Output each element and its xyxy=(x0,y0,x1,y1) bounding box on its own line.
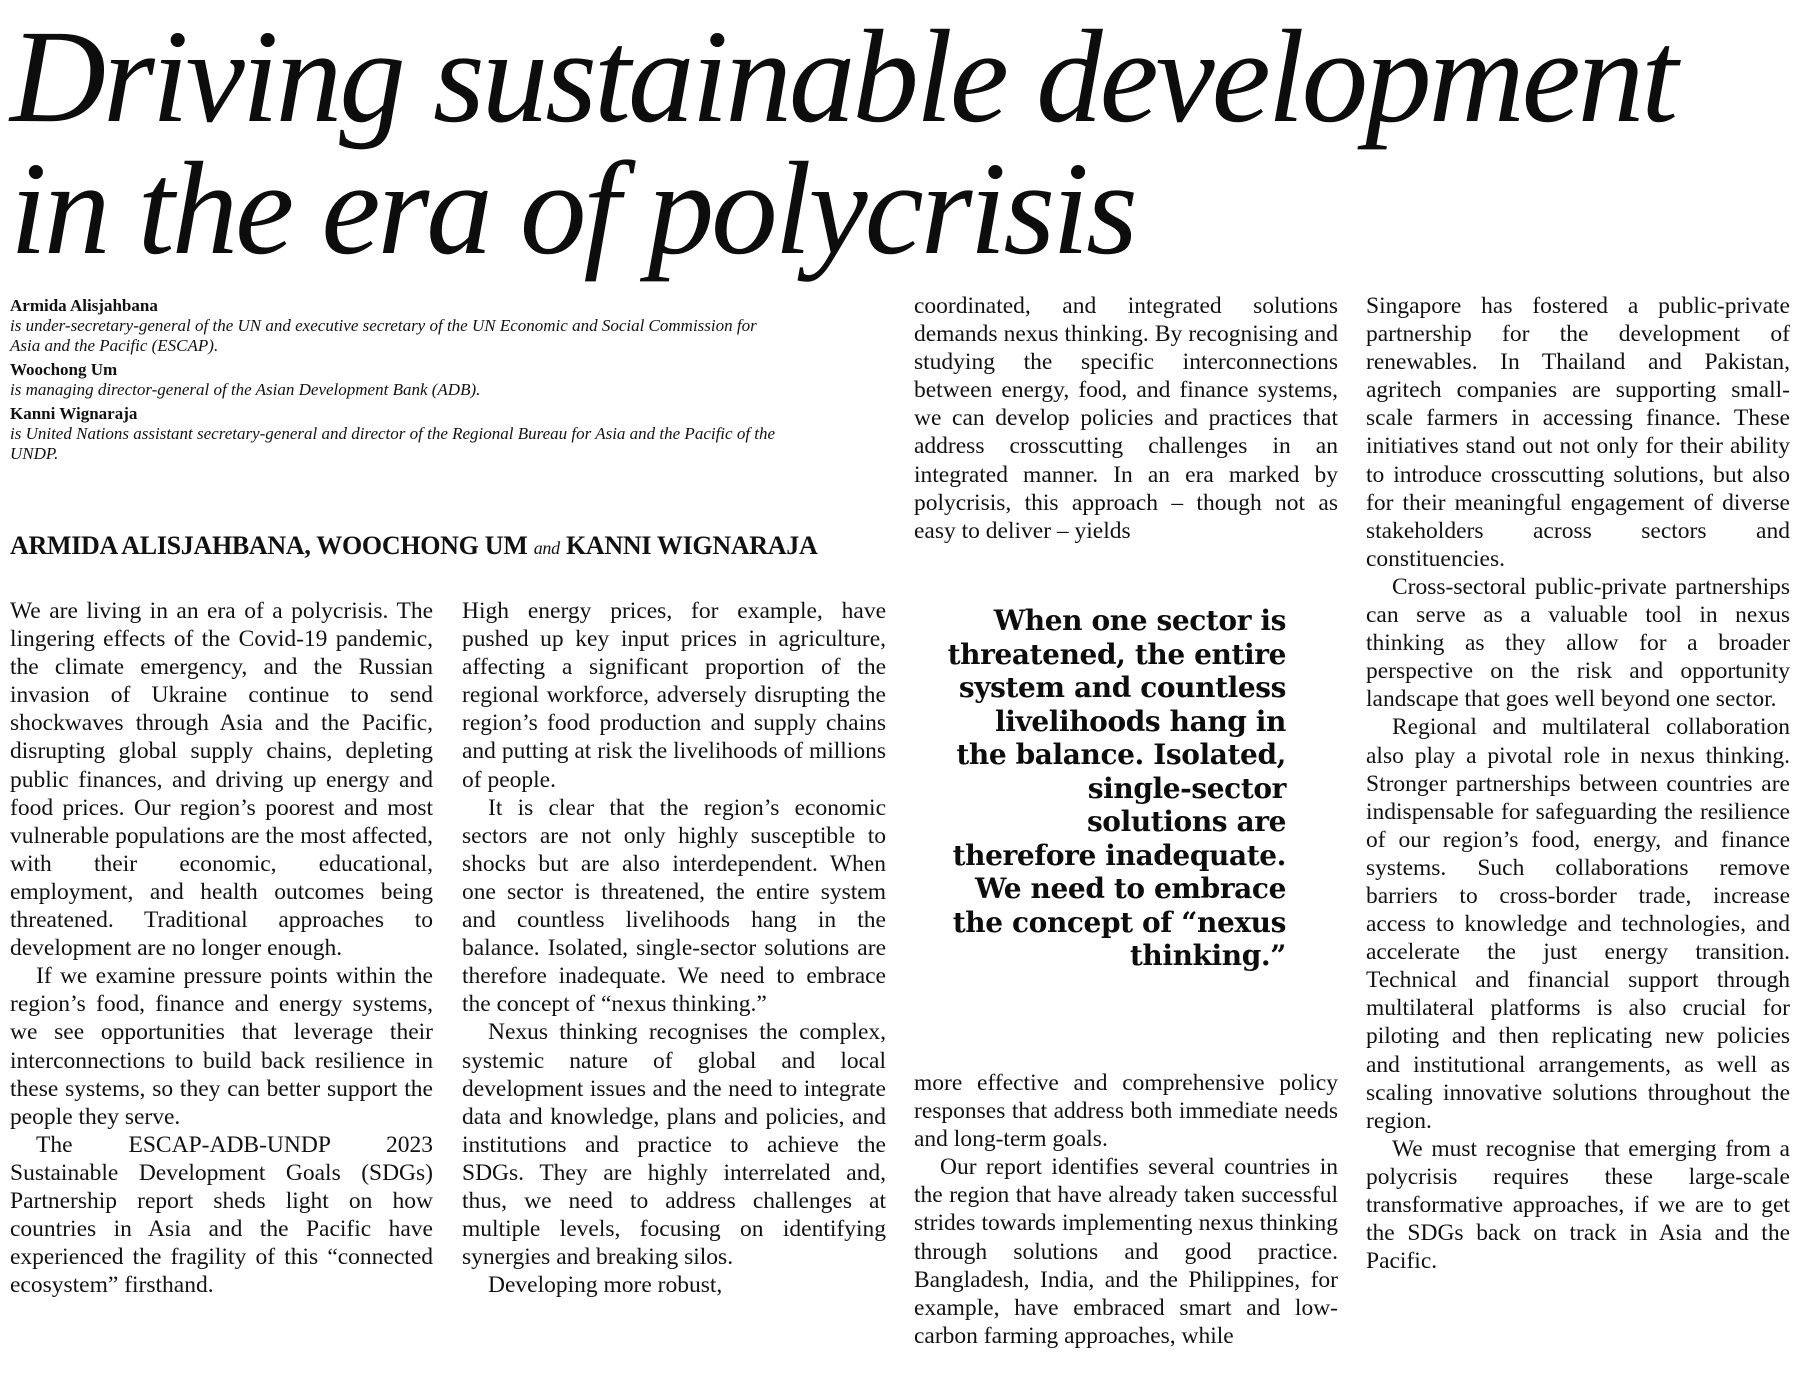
author-description: is under-secretary-general of the UN and executive secretary of the UN Economic and Social Commission for Asia and the Pacific (ESCAP). xyxy=(10,316,757,355)
byline-and: and xyxy=(533,538,560,558)
byline xyxy=(10,531,890,563)
paragraph: Developing more robust, xyxy=(488,1272,723,1299)
author-bios xyxy=(10,296,780,468)
byline-names-last: KANNI WIGNARAJA xyxy=(566,531,818,560)
author-bio xyxy=(10,404,780,464)
paragraph: Nexus thinking recognises the complex, systemic nature of global and local development issues and the need to integrate data and knowledge, plans and policies, and institutions and practice to achieve the SDGs. They are highly interrelated and, thus, we need to address challenges at multiple levels, focusing on identifying synergies and breaking silos. xyxy=(462,1019,886,1271)
author-name: Kanni Wignaraja xyxy=(10,404,138,423)
paragraph: We must recognise that emerging from a polycrisis requires these large-scale transformative approaches, if we are to get the SDGs back on track in Asia and the Pacific. xyxy=(1366,1135,1790,1275)
article-column-3-top xyxy=(914,292,1338,545)
author-name: Woochong Um xyxy=(10,360,118,379)
paragraph: The ESCAP-ADB-UNDP 2023 Sustainable Development Goals (SDGs) Partnership report sheds light on how countries in Asia and the Pacific have experienced the fragility of this “connected ecosystem” firsthand. xyxy=(10,1131,433,1299)
article-column-1 xyxy=(10,597,433,1299)
author-bio xyxy=(10,360,780,400)
article-column-4 xyxy=(1366,292,1790,1275)
pull-quote: When one sector is threatened, the entire system and countless livelihoods hang in the balance. Isolated, single-sector solutions are therefore inadequate. We need to embrace the concept of “nexus thinking.” xyxy=(947,604,1286,972)
paragraph: more effective and comprehensive policy responses that address both immediate needs and long-term goals. xyxy=(914,1070,1338,1153)
article-column-3-bottom xyxy=(914,1069,1338,1350)
paragraph: We are living in an era of a polycrisis. The lingering effects of the Covid-19 pandemic, the climate emergency, and the Russian invasion of Ukraine continue to send shockwaves through Asia and the Pacific, disrupting global supply chains, depleting public finances, and driving up energy and food prices. Our region’s poorest and most vulnerable populations are the most affected, with their economic, educational, employment, and health outcomes being threatened. Traditional approaches to development are no longer enough. xyxy=(10,598,433,962)
paragraph: Singapore has fostered a public-private partnership for the development of renewables. In Thailand and Pakistan, agritech companies are supporting small-scale farmers in accessing finance. These initiatives stand out not only for their ability to introduce crosscutting solutions, but also for their meaningful engagement of diverse stakeholders across sectors and constituencies. xyxy=(1366,293,1790,572)
article-column-2 xyxy=(462,597,886,1299)
author-name: Armida Alisjahbana xyxy=(10,296,158,315)
headline: Driving sustainable development in the era of polycrisis xyxy=(10,2,1676,282)
paragraph: High energy prices, for example, have pushed up key input prices in agriculture, affecting a significant proportion of the regional workforce, adversely disrupting the region’s food production and supply chains and putting at risk the livelihoods of millions of people. xyxy=(462,598,886,793)
byline-names-first: ARMIDA ALISJAHBANA, WOOCHONG UM xyxy=(10,531,528,560)
author-description: is managing director-general of the Asian Development Bank (ADB). xyxy=(10,380,481,399)
paragraph: Regional and multilateral collaboration also play a pivotal role in nexus thinking. Stronger partnerships between countries are indispensable for safeguarding the resilience of our region’s food, energy, and finance systems. Such collaborations remove barriers to cross-border trade, increase access to knowledge and technologies, and accelerate the just energy transition. Technical and financial support through multilateral platforms is also crucial for piloting and then replicating new policies and institutional arrangements, as well as scaling innovative solutions throughout the region. xyxy=(1366,714,1790,1134)
author-bio xyxy=(10,296,780,356)
paragraph: coordinated, and integrated solutions demands nexus thinking. By recognising and studying the specific interconnections between energy, food, and finance systems, we can develop policies and practices that address crosscutting challenges in an integrated manner. In an era marked by polycrisis, this approach – though not as easy to deliver – yields xyxy=(914,293,1338,544)
paragraph: Our report identifies several countries in the region that have already taken successful strides towards implementing nexus thinking through solutions and good practice. Bangladesh, India, and the Philippines, for example, have embraced smart and low-carbon farming approaches, while xyxy=(914,1154,1338,1349)
author-description: is United Nations assistant secretary-general and director of the Regional Bureau for Asia and the Pacific of the UNDP. xyxy=(10,424,776,463)
paragraph: It is clear that the region’s economic sectors are not only highly susceptible to shocks but are also interdependent. When one sector is threatened, the entire system and countless livelihoods hang in the balance. Isolated, single-sector solutions are therefore inadequate. We need to embrace the concept of “nexus thinking.” xyxy=(462,794,886,1018)
paragraph: If we examine pressure points within the region’s food, finance and energy systems, we see opportunities that leverage their interconnections to build back resilience in these systems, so they can better support the people they serve. xyxy=(10,963,433,1130)
paragraph: Cross-sectoral public-private partnerships can serve as a valuable tool in nexus thinking as they allow for a broader perspective on the risk and opportunity landscape that goes well beyond one sector. xyxy=(1366,573,1790,713)
